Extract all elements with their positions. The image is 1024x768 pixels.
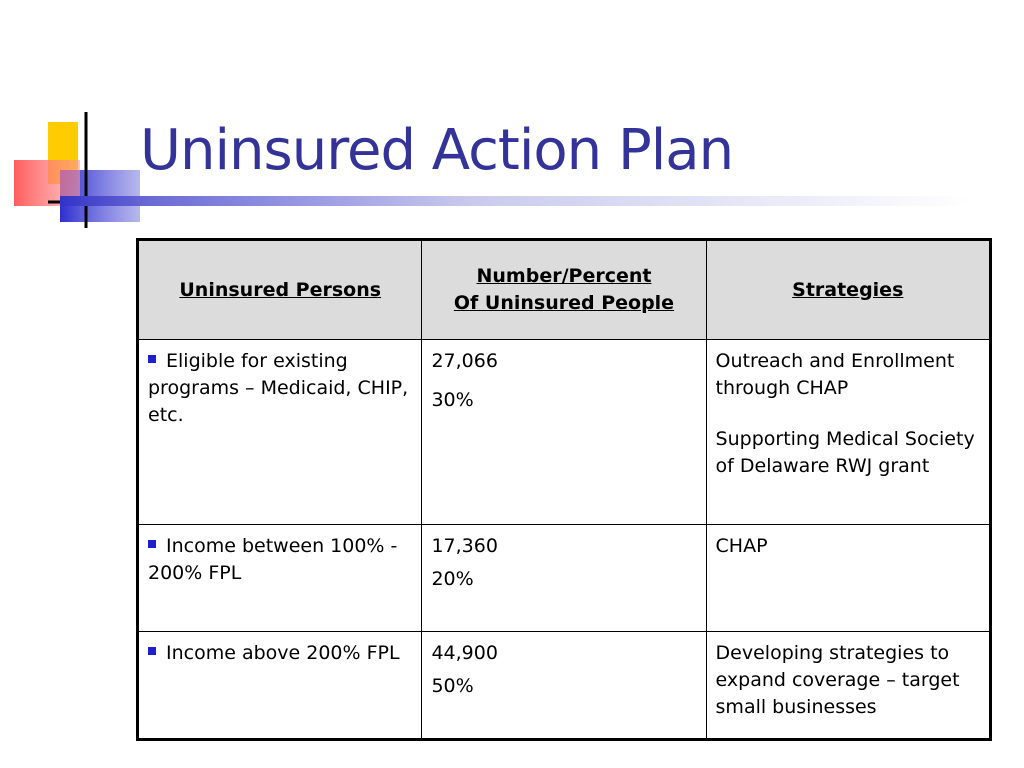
square-bullet-icon bbox=[148, 355, 156, 363]
table-row bbox=[138, 340, 991, 525]
cell-strategies bbox=[706, 525, 990, 632]
cell-strategies bbox=[706, 632, 990, 740]
cell-number-percent bbox=[422, 525, 706, 632]
header-strategies: Strategies bbox=[706, 240, 990, 340]
cell-persons: Income above 200% FPL bbox=[138, 632, 422, 740]
header-uninsured-persons: Uninsured Persons bbox=[138, 240, 422, 340]
cell-percent: 50% bbox=[431, 675, 474, 697]
table-row bbox=[138, 632, 991, 740]
cell-number-percent bbox=[422, 340, 706, 525]
cell-persons: Eligible for existing programs – Medicaid, CHIP, etc. bbox=[138, 340, 422, 525]
title-underline-rule bbox=[60, 196, 970, 206]
cell-number: 44,900 bbox=[431, 642, 498, 664]
action-plan-table bbox=[136, 238, 992, 741]
slide-title: Uninsured Action Plan bbox=[140, 118, 734, 183]
header-number-percent: Number/Percent Of Uninsured People bbox=[422, 240, 706, 340]
table-row bbox=[138, 525, 991, 632]
cell-percent: 20% bbox=[431, 568, 474, 590]
cell-strategy: Developing strategies to expand coverage – target small businesses bbox=[715, 642, 960, 718]
cell-persons: Income between 100% - 200% FPL bbox=[138, 525, 422, 632]
cell-strategy: Outreach and Enrollment through CHAP bbox=[715, 350, 955, 399]
cell-number: 17,360 bbox=[431, 535, 498, 557]
cell-number-percent bbox=[422, 632, 706, 740]
cell-strategy: Supporting Medical Society of Delaware RWJ grant bbox=[715, 428, 975, 477]
cell-percent: 30% bbox=[431, 389, 474, 411]
square-bullet-icon bbox=[148, 540, 156, 548]
cell-strategies bbox=[706, 340, 990, 525]
cell-strategy: CHAP bbox=[715, 535, 768, 557]
square-bullet-icon bbox=[148, 647, 156, 655]
cell-number: 27,066 bbox=[431, 350, 498, 372]
table-header-row bbox=[138, 240, 991, 340]
